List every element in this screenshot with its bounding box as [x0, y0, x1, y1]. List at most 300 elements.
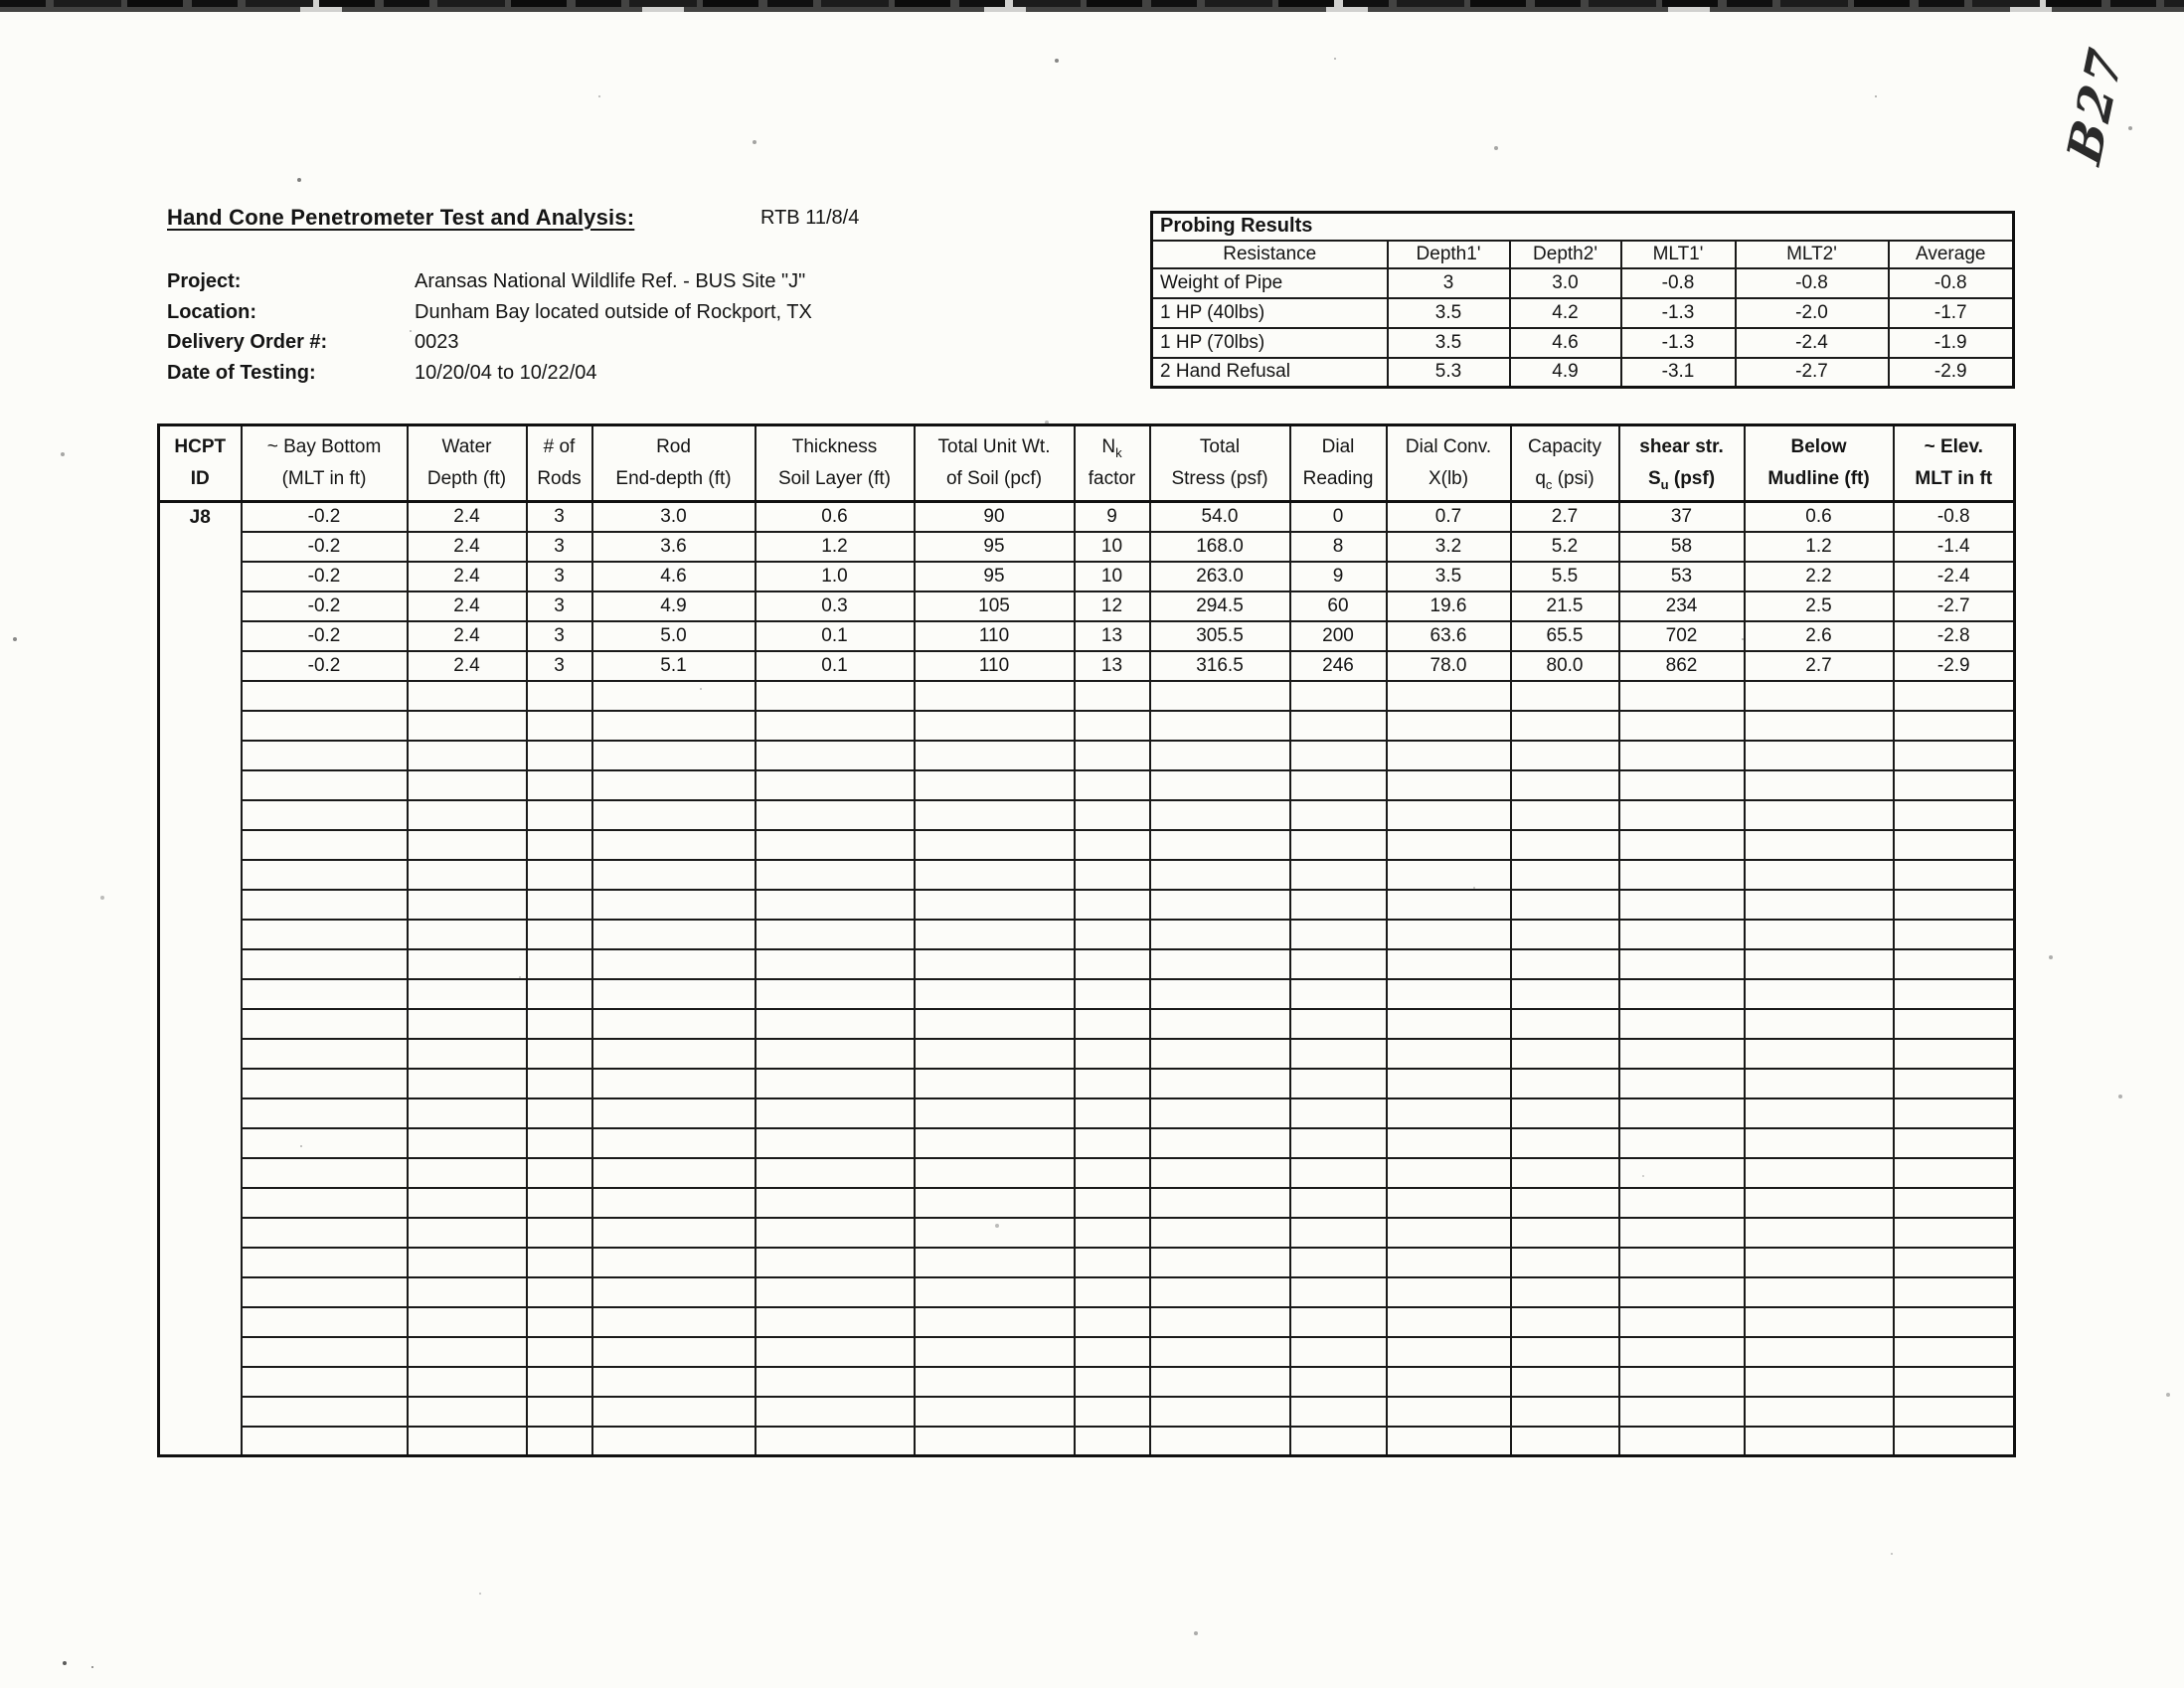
- hcpt-empty-cell: [1150, 1397, 1290, 1427]
- hcpt-empty-cell: [1511, 1128, 1619, 1158]
- hcpt-value-cell: 2.4: [408, 502, 527, 532]
- hcpt-empty-cell: [592, 1307, 756, 1337]
- hcpt-empty-row: [159, 1069, 2015, 1098]
- hcpt-empty-cell: [1619, 1158, 1745, 1188]
- hcpt-empty-cell: [756, 770, 915, 800]
- hcpt-empty-cell: [1511, 1098, 1619, 1128]
- hcpt-empty-cell: [756, 1128, 915, 1158]
- hcpt-empty-cell: [1894, 830, 2015, 860]
- hcpt-empty-cell: [408, 1277, 527, 1307]
- hcpt-empty-cell: [756, 1277, 915, 1307]
- hcpt-empty-cell: [1619, 1069, 1745, 1098]
- hcpt-empty-row: [159, 979, 2015, 1009]
- hcpt-empty-cell: [527, 949, 592, 979]
- hcpt-empty-cell: [1075, 770, 1150, 800]
- hcpt-value-cell: 58: [1619, 532, 1745, 562]
- hcpt-empty-cell: [592, 1337, 756, 1367]
- probing-value-cell: -0.8: [1889, 268, 2014, 298]
- hcpt-empty-cell: [242, 711, 408, 741]
- hcpt-empty-cell: [592, 770, 756, 800]
- probing-results-table: [1150, 211, 2015, 389]
- hcpt-empty-cell: [527, 1069, 592, 1098]
- hcpt-empty-cell: [1745, 890, 1894, 920]
- hcpt-empty-cell: [1290, 920, 1387, 949]
- hcpt-empty-cell: [1511, 1307, 1619, 1337]
- hcpt-empty-cell: [408, 741, 527, 770]
- hcpt-empty-cell: [1894, 979, 2015, 1009]
- hcpt-value-cell: 60: [1290, 591, 1387, 621]
- hcpt-empty-cell: [915, 1337, 1075, 1367]
- hcpt-empty-cell: [1290, 741, 1387, 770]
- hcpt-value-cell: 2.5: [1745, 591, 1894, 621]
- hcpt-value-cell: -0.2: [242, 502, 408, 532]
- hcpt-empty-cell: [1745, 741, 1894, 770]
- hcpt-empty-cell: [756, 711, 915, 741]
- hcpt-empty-cell: [1150, 1218, 1290, 1248]
- hcpt-empty-cell: [1150, 711, 1290, 741]
- hcpt-empty-cell: [527, 979, 592, 1009]
- hcpt-value-cell: 3: [527, 502, 592, 532]
- handwritten-note: B27: [2057, 40, 2135, 171]
- field-value-location: Dunham Bay located outside of Rockport, TX: [415, 300, 812, 323]
- hcpt-value-cell: 3: [527, 591, 592, 621]
- hcpt-empty-cell: [1894, 770, 2015, 800]
- hcpt-empty-cell: [1745, 800, 1894, 830]
- hcpt-empty-cell: [1075, 890, 1150, 920]
- hcpt-empty-cell: [527, 1039, 592, 1069]
- hcpt-empty-cell: [1075, 920, 1150, 949]
- hcpt-empty-cell: [915, 1427, 1075, 1456]
- hcpt-empty-cell: [1619, 1427, 1745, 1456]
- hcpt-empty-cell: [1290, 681, 1387, 711]
- hcpt-empty-cell: [1894, 1158, 2015, 1188]
- hcpt-empty-cell: [1894, 1039, 2015, 1069]
- hcpt-empty-cell: [1387, 1188, 1511, 1218]
- hcpt-empty-cell: [1894, 1337, 2015, 1367]
- hcpt-value-cell: 0.1: [756, 651, 915, 681]
- hcpt-column-header: HCPT ID: [159, 425, 242, 502]
- hcpt-empty-cell: [1387, 1397, 1511, 1427]
- hcpt-empty-cell: [408, 890, 527, 920]
- hcpt-empty-cell: [408, 1188, 527, 1218]
- hcpt-value-cell: 65.5: [1511, 621, 1619, 651]
- probing-title: Probing Results: [1152, 213, 2014, 241]
- hcpt-empty-cell: [1619, 1248, 1745, 1277]
- hcpt-column-header: Thickness Soil Layer (ft): [756, 425, 915, 502]
- hcpt-empty-cell: [1511, 770, 1619, 800]
- hcpt-empty-cell: [1894, 1248, 2015, 1277]
- hcpt-empty-cell: [1745, 1069, 1894, 1098]
- probing-value-cell: 3.5: [1388, 328, 1510, 358]
- hcpt-empty-cell: [1290, 1069, 1387, 1098]
- probing-resistance-cell: 1 HP (70lbs): [1152, 328, 1388, 358]
- hcpt-empty-cell: [1745, 979, 1894, 1009]
- hcpt-value-cell: 294.5: [1150, 591, 1290, 621]
- hcpt-empty-cell: [1150, 1158, 1290, 1188]
- hcpt-empty-cell: [1511, 1158, 1619, 1188]
- probing-value-cell: -2.0: [1736, 298, 1889, 328]
- hcpt-empty-cell: [1387, 1009, 1511, 1039]
- hcpt-empty-cell: [1290, 830, 1387, 860]
- hcpt-empty-cell: [1619, 1039, 1745, 1069]
- hcpt-empty-cell: [1894, 1009, 2015, 1039]
- hcpt-empty-cell: [1894, 860, 2015, 890]
- hcpt-empty-cell: [1745, 1427, 1894, 1456]
- hcpt-empty-cell: [1150, 949, 1290, 979]
- hcpt-empty-cell: [1387, 1427, 1511, 1456]
- hcpt-empty-cell: [1150, 1277, 1290, 1307]
- probing-value-cell: 3.5: [1388, 298, 1510, 328]
- hcpt-empty-cell: [915, 979, 1075, 1009]
- hcpt-empty-cell: [1075, 741, 1150, 770]
- hcpt-empty-cell: [915, 1248, 1075, 1277]
- hcpt-empty-cell: [242, 1248, 408, 1277]
- hcpt-empty-cell: [1150, 1188, 1290, 1218]
- hcpt-value-cell: 1.2: [1745, 532, 1894, 562]
- hcpt-empty-cell: [1290, 949, 1387, 979]
- probing-value-cell: 3.0: [1510, 268, 1621, 298]
- hcpt-empty-cell: [527, 1098, 592, 1128]
- hcpt-empty-cell: [756, 1218, 915, 1248]
- hcpt-empty-cell: [408, 860, 527, 890]
- hcpt-empty-cell: [915, 1009, 1075, 1039]
- probing-value-cell: -2.7: [1736, 358, 1889, 388]
- hcpt-empty-cell: [1290, 1248, 1387, 1277]
- hcpt-value-cell: 2.6: [1745, 621, 1894, 651]
- hcpt-value-cell: 110: [915, 621, 1075, 651]
- hcpt-empty-cell: [592, 979, 756, 1009]
- hcpt-empty-row: [159, 1277, 2015, 1307]
- hcpt-empty-cell: [1290, 770, 1387, 800]
- hcpt-empty-cell: [1387, 1069, 1511, 1098]
- hcpt-empty-cell: [1619, 979, 1745, 1009]
- hcpt-value-cell: 10: [1075, 532, 1150, 562]
- hcpt-empty-cell: [1511, 1069, 1619, 1098]
- hcpt-value-cell: 110: [915, 651, 1075, 681]
- document-reference: RTB 11/8/4: [760, 207, 860, 229]
- hcpt-column-header: Rod End-depth (ft): [592, 425, 756, 502]
- hcpt-empty-cell: [1745, 1039, 1894, 1069]
- hcpt-empty-cell: [1075, 860, 1150, 890]
- hcpt-value-cell: 234: [1619, 591, 1745, 621]
- hcpt-column-header: Water Depth (ft): [408, 425, 527, 502]
- hcpt-empty-cell: [408, 1069, 527, 1098]
- hcpt-value-cell: -2.4: [1894, 562, 2015, 591]
- hcpt-empty-cell: [1619, 920, 1745, 949]
- hcpt-empty-cell: [592, 1128, 756, 1158]
- hcpt-empty-cell: [1619, 1367, 1745, 1397]
- hcpt-empty-cell: [1619, 1009, 1745, 1039]
- hcpt-empty-cell: [1075, 1427, 1150, 1456]
- hcpt-empty-cell: [756, 1367, 915, 1397]
- hcpt-value-cell: 105: [915, 591, 1075, 621]
- hcpt-empty-cell: [1290, 979, 1387, 1009]
- hcpt-empty-cell: [1511, 800, 1619, 830]
- field-label-date-of-testing: Date of Testing:: [167, 361, 316, 384]
- hcpt-empty-cell: [756, 800, 915, 830]
- hcpt-empty-row: [159, 1188, 2015, 1218]
- hcpt-value-cell: 12: [1075, 591, 1150, 621]
- hcpt-empty-row: [159, 1397, 2015, 1427]
- hcpt-value-cell: 53: [1619, 562, 1745, 591]
- hcpt-column-header: Capacity $q_c$ (psi): [1511, 425, 1619, 502]
- hcpt-empty-cell: [592, 1397, 756, 1427]
- hcpt-empty-cell: [1150, 1009, 1290, 1039]
- hcpt-empty-cell: [915, 1158, 1075, 1188]
- hcpt-empty-cell: [408, 830, 527, 860]
- hcpt-empty-cell: [1511, 860, 1619, 890]
- hcpt-empty-cell: [527, 770, 592, 800]
- probing-column-header: Average: [1889, 241, 2014, 268]
- hcpt-empty-cell: [527, 1367, 592, 1397]
- hcpt-value-cell: -0.2: [242, 532, 408, 562]
- hcpt-empty-cell: [242, 1397, 408, 1427]
- hcpt-empty-cell: [1511, 1397, 1619, 1427]
- hcpt-empty-cell: [915, 681, 1075, 711]
- hcpt-empty-cell: [592, 1039, 756, 1069]
- probing-header-row: [1152, 241, 2014, 268]
- hcpt-empty-cell: [915, 1128, 1075, 1158]
- hcpt-empty-cell: [408, 920, 527, 949]
- hcpt-empty-cell: [1745, 949, 1894, 979]
- meta-row-date-of-testing: [167, 362, 812, 393]
- hcpt-value-cell: 168.0: [1150, 532, 1290, 562]
- hcpt-header-row: [159, 425, 2015, 502]
- hcpt-empty-cell: [1745, 1277, 1894, 1307]
- hcpt-empty-row: [159, 1218, 2015, 1248]
- hcpt-empty-cell: [1387, 800, 1511, 830]
- hcpt-value-cell: 8: [1290, 532, 1387, 562]
- hcpt-empty-cell: [915, 890, 1075, 920]
- hcpt-empty-cell: [242, 1367, 408, 1397]
- hcpt-empty-cell: [1745, 860, 1894, 890]
- hcpt-empty-row: [159, 1367, 2015, 1397]
- hcpt-empty-cell: [756, 920, 915, 949]
- hcpt-empty-cell: [242, 1069, 408, 1098]
- hcpt-empty-cell: [1511, 1248, 1619, 1277]
- probing-title-row: [1152, 213, 2014, 241]
- hcpt-empty-cell: [1894, 1098, 2015, 1128]
- meta-row-location: [167, 301, 812, 332]
- hcpt-value-cell: 200: [1290, 621, 1387, 651]
- hcpt-empty-cell: [1894, 920, 2015, 949]
- hcpt-empty-cell: [1387, 711, 1511, 741]
- hcpt-value-cell: 2.4: [408, 562, 527, 591]
- probing-value-cell: -2.9: [1889, 358, 2014, 388]
- hcpt-empty-cell: [1619, 741, 1745, 770]
- hcpt-empty-cell: [1150, 1248, 1290, 1277]
- hcpt-value-cell: 10: [1075, 562, 1150, 591]
- probing-value-cell: 4.9: [1510, 358, 1621, 388]
- hcpt-empty-cell: [1387, 1158, 1511, 1188]
- field-value-delivery-order: 0023: [415, 331, 459, 353]
- hcpt-empty-cell: [242, 741, 408, 770]
- document-title: Hand Cone Penetrometer Test and Analysis:: [167, 205, 635, 230]
- scan-noise-band: [0, 0, 2184, 12]
- hcpt-empty-cell: [242, 770, 408, 800]
- hcpt-empty-cell: [1511, 1039, 1619, 1069]
- probing-column-header: Depth2': [1510, 241, 1621, 268]
- document-meta: [167, 270, 812, 392]
- hcpt-empty-cell: [242, 1307, 408, 1337]
- hcpt-empty-cell: [242, 979, 408, 1009]
- hcpt-empty-cell: [756, 1188, 915, 1218]
- probing-value-cell: -2.4: [1736, 328, 1889, 358]
- hcpt-empty-cell: [1387, 920, 1511, 949]
- hcpt-empty-cell: [408, 1158, 527, 1188]
- hcpt-empty-cell: [1745, 920, 1894, 949]
- hcpt-empty-cell: [915, 800, 1075, 830]
- hcpt-empty-cell: [915, 1098, 1075, 1128]
- hcpt-empty-cell: [527, 860, 592, 890]
- hcpt-column-header: $N_k$ factor: [1075, 425, 1150, 502]
- hcpt-empty-cell: [756, 1248, 915, 1277]
- hcpt-empty-cell: [527, 1128, 592, 1158]
- hcpt-empty-cell: [1619, 1307, 1745, 1337]
- scan-specks: [0, 0, 2, 2]
- hcpt-empty-cell: [592, 1427, 756, 1456]
- hcpt-empty-cell: [1290, 1039, 1387, 1069]
- hcpt-empty-cell: [1745, 830, 1894, 860]
- probing-row: [1152, 328, 2014, 358]
- hcpt-empty-cell: [408, 979, 527, 1009]
- hcpt-empty-cell: [242, 1277, 408, 1307]
- hcpt-empty-row: [159, 1427, 2015, 1456]
- hcpt-empty-cell: [1387, 1039, 1511, 1069]
- hcpt-empty-cell: [1511, 741, 1619, 770]
- hcpt-value-cell: 0.3: [756, 591, 915, 621]
- hcpt-empty-cell: [1894, 1367, 2015, 1397]
- hcpt-empty-cell: [242, 1128, 408, 1158]
- hcpt-empty-cell: [242, 860, 408, 890]
- hcpt-empty-cell: [242, 1337, 408, 1367]
- hcpt-value-cell: -2.7: [1894, 591, 2015, 621]
- hcpt-empty-cell: [592, 830, 756, 860]
- hcpt-empty-cell: [527, 1188, 592, 1218]
- hcpt-value-cell: 246: [1290, 651, 1387, 681]
- hcpt-empty-cell: [1619, 800, 1745, 830]
- hcpt-empty-cell: [1290, 1277, 1387, 1307]
- hcpt-empty-cell: [756, 890, 915, 920]
- hcpt-empty-cell: [1075, 1307, 1150, 1337]
- hcpt-empty-cell: [527, 681, 592, 711]
- hcpt-value-cell: 1.2: [756, 532, 915, 562]
- hcpt-empty-cell: [915, 1188, 1075, 1218]
- hcpt-empty-cell: [592, 1009, 756, 1039]
- hcpt-empty-cell: [1894, 1128, 2015, 1158]
- hcpt-column-header: Total Unit Wt. of Soil (pcf): [915, 425, 1075, 502]
- hcpt-empty-cell: [1290, 1397, 1387, 1427]
- hcpt-value-cell: 1.0: [756, 562, 915, 591]
- hcpt-empty-cell: [756, 1009, 915, 1039]
- probing-row: [1152, 358, 2014, 388]
- hcpt-empty-cell: [1894, 1397, 2015, 1427]
- hcpt-empty-cell: [408, 1218, 527, 1248]
- hcpt-body: [159, 502, 2015, 1456]
- hcpt-empty-row: [159, 800, 2015, 830]
- hcpt-empty-cell: [1290, 1128, 1387, 1158]
- hcpt-empty-cell: [1075, 1158, 1150, 1188]
- hcpt-empty-row: [159, 890, 2015, 920]
- hcpt-empty-cell: [1075, 1188, 1150, 1218]
- hcpt-empty-cell: [1619, 770, 1745, 800]
- hcpt-empty-cell: [1150, 1427, 1290, 1456]
- hcpt-empty-cell: [592, 949, 756, 979]
- hcpt-empty-cell: [408, 1248, 527, 1277]
- hcpt-empty-cell: [1075, 800, 1150, 830]
- hcpt-empty-cell: [1387, 1337, 1511, 1367]
- meta-row-delivery-order: [167, 331, 812, 362]
- hcpt-empty-cell: [1150, 1367, 1290, 1397]
- hcpt-empty-cell: [1150, 800, 1290, 830]
- hcpt-empty-cell: [1894, 681, 2015, 711]
- hcpt-empty-cell: [1150, 1337, 1290, 1367]
- hcpt-value-cell: 3.5: [1387, 562, 1511, 591]
- hcpt-empty-cell: [408, 1009, 527, 1039]
- probing-value-cell: 4.6: [1510, 328, 1621, 358]
- hcpt-value-cell: 3.2: [1387, 532, 1511, 562]
- hcpt-column-header: Dial Conv. X(lb): [1387, 425, 1511, 502]
- hcpt-value-cell: 9: [1290, 562, 1387, 591]
- hcpt-value-cell: 78.0: [1387, 651, 1511, 681]
- hcpt-empty-cell: [1511, 1218, 1619, 1248]
- hcpt-value-cell: 90: [915, 502, 1075, 532]
- hcpt-value-cell: 3: [527, 621, 592, 651]
- hcpt-value-cell: 702: [1619, 621, 1745, 651]
- hcpt-value-cell: -0.2: [242, 591, 408, 621]
- hcpt-empty-cell: [756, 1427, 915, 1456]
- hcpt-empty-row: [159, 1337, 2015, 1367]
- hcpt-empty-cell: [1150, 830, 1290, 860]
- hcpt-empty-cell: [1619, 1188, 1745, 1218]
- hcpt-value-cell: 95: [915, 562, 1075, 591]
- hcpt-empty-cell: [1894, 890, 2015, 920]
- hcpt-empty-cell: [592, 1248, 756, 1277]
- hcpt-data-row: [159, 621, 2015, 651]
- hcpt-value-cell: -2.9: [1894, 651, 2015, 681]
- hcpt-empty-cell: [1290, 1337, 1387, 1367]
- hcpt-empty-cell: [242, 890, 408, 920]
- hcpt-empty-cell: [592, 1069, 756, 1098]
- hcpt-empty-cell: [592, 1218, 756, 1248]
- hcpt-empty-cell: [408, 1397, 527, 1427]
- hcpt-empty-cell: [1290, 1307, 1387, 1337]
- hcpt-empty-cell: [408, 949, 527, 979]
- hcpt-empty-cell: [1745, 770, 1894, 800]
- hcpt-empty-cell: [1619, 1337, 1745, 1367]
- hcpt-empty-cell: [408, 800, 527, 830]
- hcpt-empty-cell: [1387, 681, 1511, 711]
- hcpt-empty-cell: [592, 1098, 756, 1128]
- hcpt-value-cell: 2.4: [408, 532, 527, 562]
- hcpt-empty-cell: [1387, 1218, 1511, 1248]
- hcpt-empty-cell: [1619, 711, 1745, 741]
- hcpt-column-header: Total Stress (psf): [1150, 425, 1290, 502]
- hcpt-empty-cell: [527, 741, 592, 770]
- hcpt-empty-cell: [408, 1367, 527, 1397]
- hcpt-empty-cell: [756, 1307, 915, 1337]
- field-value-project: Aransas National Wildlife Ref. - BUS Site "J": [415, 270, 806, 292]
- hcpt-empty-cell: [1387, 1367, 1511, 1397]
- hcpt-empty-cell: [1511, 920, 1619, 949]
- hcpt-empty-cell: [1150, 890, 1290, 920]
- hcpt-value-cell: 0.6: [1745, 502, 1894, 532]
- hcpt-empty-cell: [1290, 1009, 1387, 1039]
- hcpt-empty-row: [159, 830, 2015, 860]
- hcpt-value-cell: 13: [1075, 651, 1150, 681]
- hcpt-empty-cell: [915, 1069, 1075, 1098]
- hcpt-empty-cell: [756, 979, 915, 1009]
